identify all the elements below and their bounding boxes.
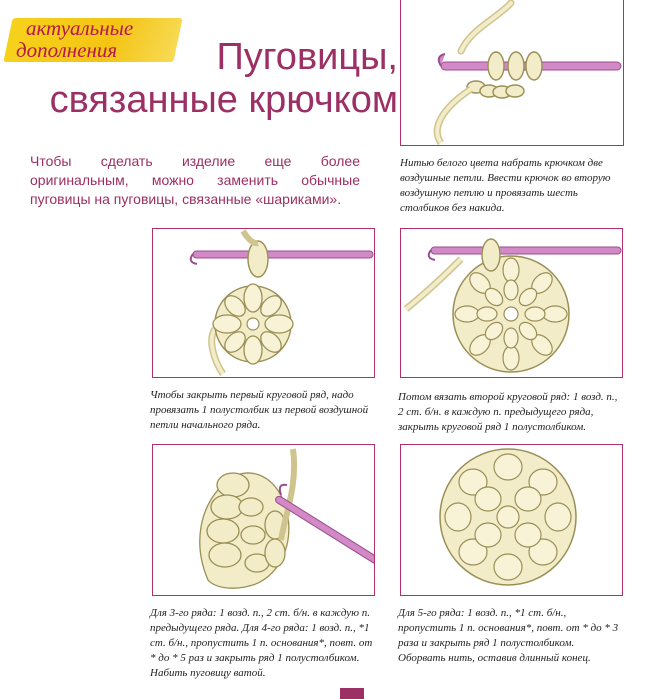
step-1-drawing — [401, 0, 623, 145]
step-5-illustration — [400, 444, 623, 596]
step-3-drawing — [401, 229, 622, 377]
step-2-drawing — [153, 229, 374, 377]
step-4-drawing — [153, 445, 374, 595]
step-3-illustration — [400, 228, 623, 378]
kicker-line-1: актуальные — [26, 16, 134, 40]
step-2-caption: Чтобы закрыть первый круговой ряд, надо провязать 1 полустолбик из первой воздушной петли начального ряда. — [150, 389, 369, 431]
page-title-line-1: Пуговицы, — [216, 36, 398, 78]
step-5-caption: Для 5-го ряда: 1 возд. п., *1 ст. б/н., пропустить 1 п. основания*, повт. от * до * 3 раза и закрыть ряд 1 полустолбиком. Оборвать нить, оставив длинный конец. — [398, 607, 619, 664]
step-3-caption: Потом вязать второй круговой ряд: 1 возд. п., 2 ст. б/н. в каждую п. предыдущего ряда, закрыть круговой ряд 1 полустолбиком. — [398, 391, 618, 433]
page-title — [18, 36, 398, 122]
page-title-line-2: связанные крючком — [49, 79, 398, 121]
step-1-illustration — [400, 0, 624, 146]
step-5-drawing — [401, 445, 622, 595]
step-4-caption: Для 3-го ряда: 1 возд. п., 2 ст. б/н. в каждую п. предыдущего ряда. Для 4-го ряда: 1 возд. п., *1 ст. б/н., пропустить 1 п. основания*, повт. от * до * 5 раз и закрыть ряд 1 полустолбиком. Набить пуговицу ватой. — [150, 607, 373, 679]
kicker-line-2: дополнения — [16, 38, 118, 62]
intro-text: Чтобы сделать изделие еще более оригинальным, можно заменить обычные пуговицы на пуговицы, связанные «шариками». — [30, 153, 360, 207]
step-2-illustration — [152, 228, 375, 378]
page-corner-tab — [340, 688, 364, 699]
step-1-caption: Нитью белого цвета набрать крючком две воздушные петли. Ввести крючок во вторую воздушную петлю и провязать шесть столбиков без накида. — [400, 157, 611, 214]
step-4-illustration — [152, 444, 375, 596]
